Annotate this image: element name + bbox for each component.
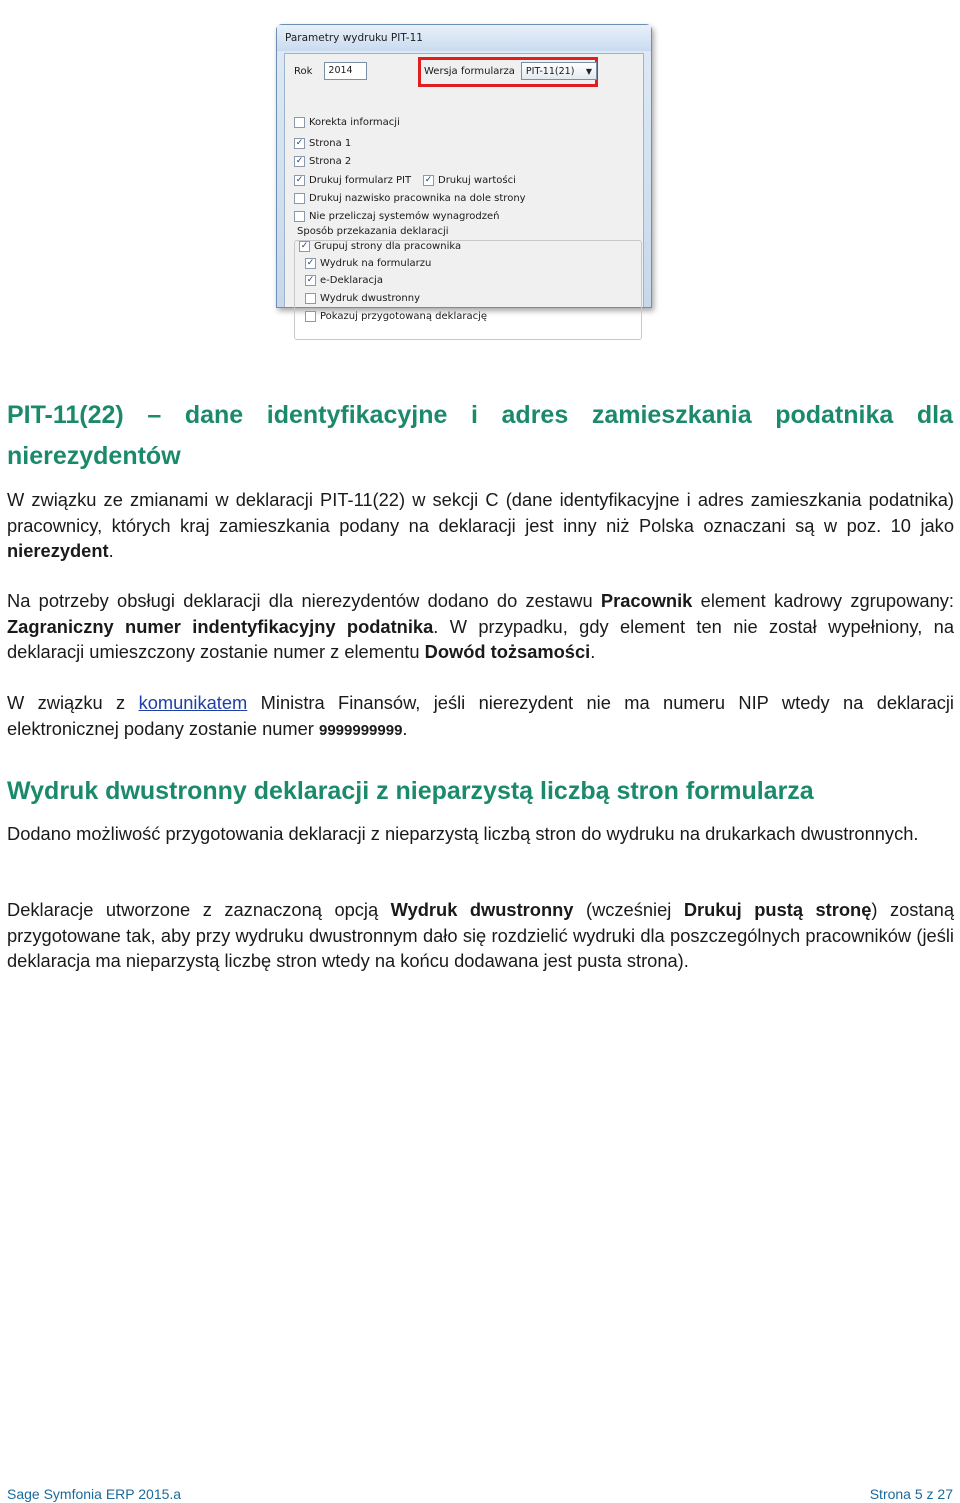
checkmark-icon[interactable]: ✓ xyxy=(295,156,304,166)
option-label: Pokazuj przygotowaną deklarację xyxy=(320,311,488,322)
bold-term: Pracownik xyxy=(600,590,693,611)
section1-paragraph-2 xyxy=(7,588,954,665)
section2-paragraph-1: Dodano możliwość przygotowania deklaracji z nieparzystą liczbą stron do wydruku na drukarkach dwustronnych. xyxy=(7,823,919,844)
bold-term: Zagraniczny numer indentyfikacyjny podatnika xyxy=(7,615,434,637)
version-select-value: PIT-11(21) xyxy=(525,65,575,77)
heading-part2: dane identyfikacyjne i adres zamieszkania podatnika dla nierezydentów xyxy=(7,401,953,470)
year-row xyxy=(294,62,367,80)
year-input[interactable]: 2014 xyxy=(324,62,367,80)
option-wydruk[interactable] xyxy=(305,258,431,269)
option-label: Wydruk na formularzu xyxy=(320,258,432,269)
checkbox-unchecked[interactable] xyxy=(305,311,316,322)
text-run: Na potrzeby obsługi deklaracji dla nierezydentów dodano do zestawu xyxy=(7,590,601,611)
option-korekta[interactable] xyxy=(294,117,400,128)
text-run: element kadrowy zgrupowany: xyxy=(692,590,954,611)
section2-heading: Wydruk dwustronny deklaracji z nieparzystą liczbą stron formularza xyxy=(7,777,814,805)
option-label: Drukuj wartości xyxy=(438,175,516,186)
option-strona1[interactable] xyxy=(294,138,351,149)
option-drukuj-formularz[interactable] xyxy=(294,175,411,186)
dialog-title: Parametry wydruku PIT-11 xyxy=(277,25,651,51)
option-dwustronny[interactable] xyxy=(305,293,420,304)
komunikat-link[interactable]: komunikatem xyxy=(138,692,248,713)
section1-paragraph-1 xyxy=(7,487,954,564)
option-label: Grupuj strony dla pracownika xyxy=(314,241,462,252)
bold-term: Drukuj pustą stronę xyxy=(683,899,872,920)
group-legend: Sposób przekazania deklaracji xyxy=(297,226,449,237)
text-run: . xyxy=(590,641,596,663)
option-label: e-Deklaracja xyxy=(320,275,383,286)
heading-part1: PIT-11(22) xyxy=(7,401,124,429)
bold-term: Wydruk dwustronny xyxy=(390,899,574,920)
version-row xyxy=(424,62,597,80)
option-label: Drukuj nazwisko pracownika na dole strony xyxy=(309,193,526,204)
option-label: Nie przeliczaj systemów wynagrodzeń xyxy=(309,211,500,222)
dialog-client-area xyxy=(284,53,644,322)
version-label: Wersja formularza xyxy=(424,65,515,77)
option-grupuj[interactable] xyxy=(299,241,461,252)
footer-product: Sage Symfonia ERP 2015.a xyxy=(7,1486,182,1502)
text-run: (wcześniej xyxy=(573,899,684,920)
footer-page-number: Strona 5 z 27 xyxy=(869,1486,953,1502)
option-drukuj-wartosci[interactable] xyxy=(423,175,516,186)
section1-paragraph-3 xyxy=(7,690,954,743)
option-drukuj-nazwisko[interactable] xyxy=(294,193,526,204)
bold-term: nierezydent xyxy=(7,540,109,562)
option-label: Korekta informacji xyxy=(309,117,400,128)
text-run: . xyxy=(402,717,408,739)
option-nie-przeliczaj[interactable] xyxy=(294,211,499,222)
year-label: Rok xyxy=(294,65,313,77)
bold-term: Dowód tożsamości xyxy=(424,641,591,663)
option-label: Strona 2 xyxy=(309,156,352,167)
option-pokazuj[interactable] xyxy=(305,311,487,322)
nip-number: 9999999999 xyxy=(318,721,403,739)
text-run: . W przypadku, gdy element ten nie został wypełniony, na deklaracji umieszczony zostanie numer z elementu xyxy=(7,615,954,663)
checkmark-icon[interactable]: ✓ xyxy=(306,258,315,268)
version-select[interactable] xyxy=(521,62,597,80)
option-label: Drukuj formularz PIT xyxy=(309,175,412,186)
text-run: ) zostaną przygotowane tak, aby przy wydruku dwustronnym dało się rozdzielić wydruki dla poszczególnych pracowników (jeśli deklaracja ma nieparzystą liczbę stron wtedy na końcu dodawana jest pusta strona). xyxy=(7,899,954,972)
delivery-method-group xyxy=(294,240,642,340)
section2-paragraph-2 xyxy=(7,897,954,974)
heading-dash: – xyxy=(147,401,162,429)
option-label: Strona 1 xyxy=(309,138,352,149)
text-run: . xyxy=(108,540,114,562)
checkmark-icon[interactable]: ✓ xyxy=(295,175,304,185)
option-label: Wydruk dwustronny xyxy=(320,293,420,304)
option-strona2[interactable] xyxy=(294,156,351,167)
checkbox-unchecked[interactable] xyxy=(294,117,305,128)
chevron-down-icon: ▼ xyxy=(585,66,592,76)
checkmark-icon[interactable]: ✓ xyxy=(424,175,433,185)
text-run: Deklaracje utworzone z zaznaczoną opcją xyxy=(7,899,391,920)
checkmark-icon[interactable]: ✓ xyxy=(295,138,304,148)
checkbox-unchecked[interactable] xyxy=(294,211,305,222)
checkmark-icon[interactable]: ✓ xyxy=(300,241,309,251)
text-run: W związku ze zmianami w deklaracji PIT-11(22) w sekcji C (dane identyfikacyjne i adres zamieszkania podatnika) pracownicy, których kraj zamieszkania podany na deklaracji jest inny niż Polska oznaczani są w poz. 10 jako xyxy=(7,489,954,536)
checkbox-unchecked[interactable] xyxy=(305,293,316,304)
text-run: W związku z xyxy=(7,692,139,713)
print-parameters-dialog xyxy=(276,24,652,322)
text-run: Ministra Finansów, jeśli nierezydent nie ma numeru NIP wtedy na deklaracji elektronicznej podany zostanie numer xyxy=(7,692,954,739)
section1-heading xyxy=(7,395,953,477)
option-edeklaracja[interactable] xyxy=(305,275,383,286)
checkbox-unchecked[interactable] xyxy=(294,193,305,204)
checkmark-icon[interactable]: ✓ xyxy=(306,275,315,285)
